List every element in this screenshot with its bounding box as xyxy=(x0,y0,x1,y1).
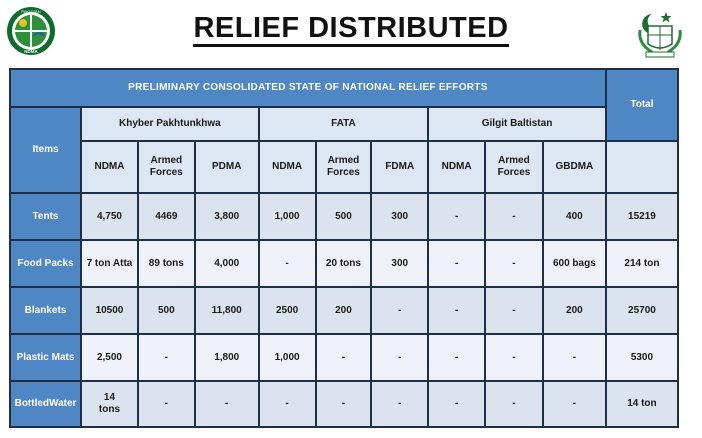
table-cell: - xyxy=(543,381,606,427)
total-cell: 15219 xyxy=(606,193,678,240)
table-cell: - xyxy=(485,193,543,240)
table-cell: 4,000 xyxy=(195,240,259,287)
page-title-text: RELIEF DISTRIBUTED xyxy=(193,12,508,47)
table-cell: - xyxy=(485,240,543,287)
table-cell: 200 xyxy=(316,287,372,334)
total-cell: 214 ton xyxy=(606,240,678,287)
table-cell: 400 xyxy=(543,193,606,240)
subheader-cell: PDMA xyxy=(195,141,259,193)
table-cell: - xyxy=(485,381,543,427)
total-header: Total xyxy=(606,69,678,141)
table-cell: - xyxy=(371,381,428,427)
table-cell: 20 tons xyxy=(316,240,372,287)
row-label: BottledWater xyxy=(10,381,81,427)
table-cell: 7 ton Atta xyxy=(81,240,138,287)
subheader-cell: Armed Forces xyxy=(485,141,543,193)
table-cell: 1,000 xyxy=(259,193,316,240)
table-cell: 200 xyxy=(543,287,606,334)
table-cell: 11,800 xyxy=(195,287,259,334)
table-cell: 10500 xyxy=(81,287,138,334)
table-cell: 300 xyxy=(371,240,428,287)
total-cell: 14 ton xyxy=(606,381,678,427)
table-cell: 500 xyxy=(316,193,372,240)
subheader-cell: GBDMA xyxy=(543,141,606,193)
table-cell: - xyxy=(543,334,606,381)
banner-row xyxy=(10,69,678,107)
table-row xyxy=(10,193,678,240)
table-cell: - xyxy=(371,287,428,334)
table-cell: - xyxy=(428,381,485,427)
items-header: Items xyxy=(10,107,81,193)
table-cell: - xyxy=(485,334,543,381)
row-label: Food Packs xyxy=(10,240,81,287)
relief-table xyxy=(9,68,679,428)
table-cell: 14 tons xyxy=(81,381,138,427)
table-row xyxy=(10,381,678,427)
table-cell: 2,500 xyxy=(81,334,138,381)
subheader-cell: NDMA xyxy=(259,141,316,193)
subheader-cell xyxy=(606,141,678,193)
table-cell: 89 tons xyxy=(138,240,195,287)
region-header: Khyber Pakhtunkhwa xyxy=(81,107,259,141)
table-cell: 2500 xyxy=(259,287,316,334)
table-cell: 4469 xyxy=(138,193,195,240)
table-cell: 600 bags xyxy=(543,240,606,287)
table-cell: 500 xyxy=(138,287,195,334)
table-cell: - xyxy=(138,381,195,427)
subheader-cell: Armed Forces xyxy=(316,141,372,193)
region-row xyxy=(10,107,678,141)
table-cell: - xyxy=(316,381,372,427)
table-cell: 3,800 xyxy=(195,193,259,240)
total-cell: 5300 xyxy=(606,334,678,381)
table-cell: - xyxy=(138,334,195,381)
ndma-logo-bottom-text: NDMA xyxy=(24,49,38,54)
row-label: Tents xyxy=(10,193,81,240)
table-cell: 1,800 xyxy=(195,334,259,381)
table-row xyxy=(10,334,678,381)
subheader-cell: FDMA xyxy=(371,141,428,193)
table-row xyxy=(10,287,678,334)
table-cell: - xyxy=(428,334,485,381)
table-cell: - xyxy=(428,240,485,287)
table-cell: - xyxy=(428,193,485,240)
subheader-row xyxy=(10,141,678,193)
banner-title: PRELIMINARY CONSOLIDATED STATE OF NATIONAL RELIEF EFFORTS xyxy=(10,69,606,107)
table-cell: - xyxy=(371,334,428,381)
region-header: FATA xyxy=(259,107,429,141)
table-cell: - xyxy=(316,334,372,381)
table-cell: - xyxy=(259,240,316,287)
table-row xyxy=(10,240,678,287)
subheader-cell: NDMA xyxy=(428,141,485,193)
table-cell: - xyxy=(195,381,259,427)
ndma-logo-top-text: PAKISTAN xyxy=(21,9,41,14)
subheader-cell: NDMA xyxy=(81,141,138,193)
total-cell: 25700 xyxy=(606,287,678,334)
page-title xyxy=(0,12,702,45)
table-cell: 4,750 xyxy=(81,193,138,240)
region-header: Gilgit Baltistan xyxy=(428,107,606,141)
table-cell: 300 xyxy=(371,193,428,240)
government-emblem-icon xyxy=(634,6,686,60)
table-cell: - xyxy=(259,381,316,427)
table-cell: - xyxy=(428,287,485,334)
table-cell: 1,000 xyxy=(259,334,316,381)
table-cell: - xyxy=(485,287,543,334)
row-label: Plastic Mats xyxy=(10,334,81,381)
row-label: Blankets xyxy=(10,287,81,334)
subheader-cell: Armed Forces xyxy=(138,141,195,193)
